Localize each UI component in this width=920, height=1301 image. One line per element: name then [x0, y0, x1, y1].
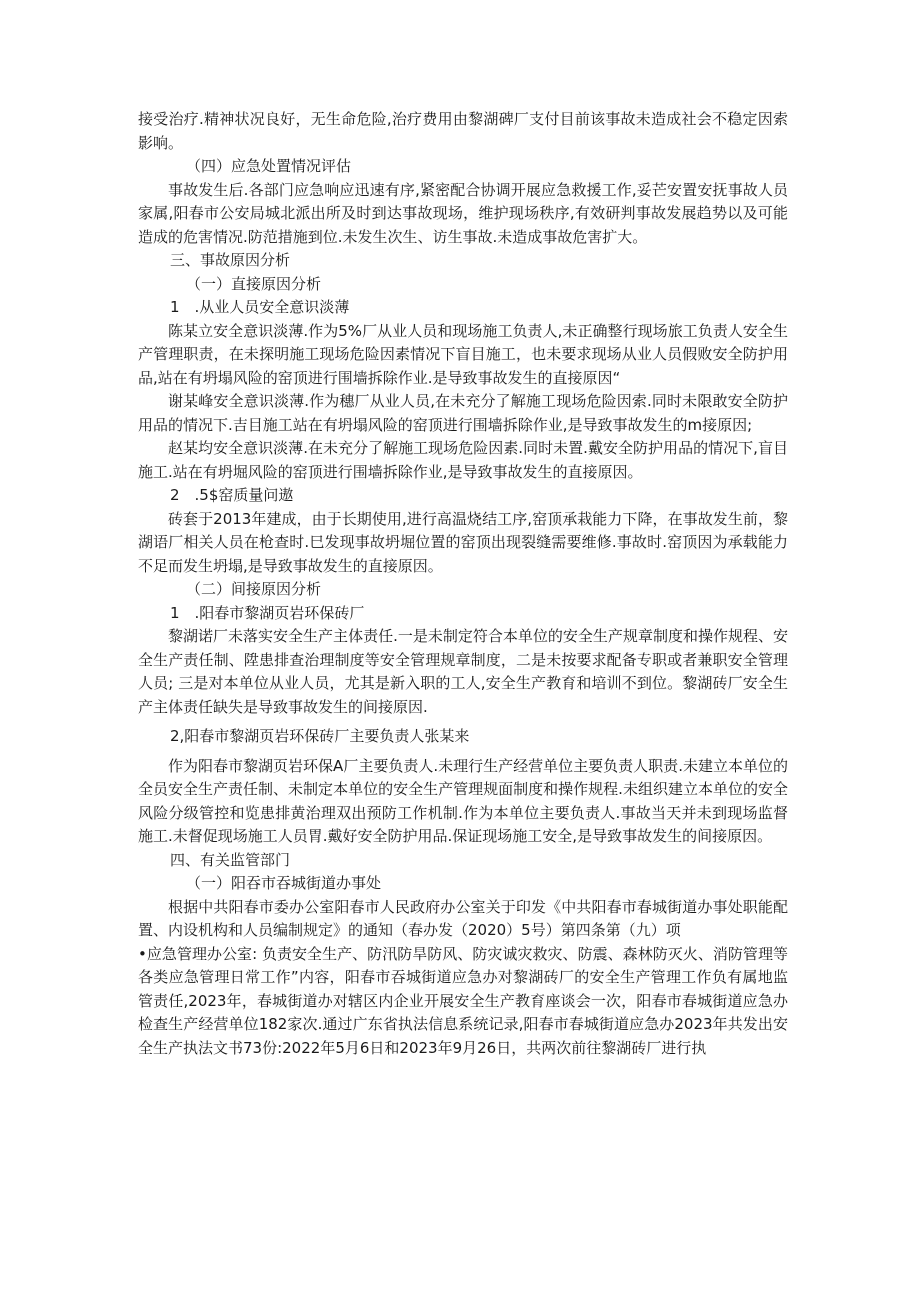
- paragraph-brick-factory: 黎湖诺厂未落实安全生产主体责任.一是未制定符合本单位的安全生产规章制度和操作规程、安全生产责任制、陞患排查治理制度等安全管理规章制度，二是未按要求配备专职或者兼职安全管理人员; 三是对本单位从业人员，尤其是新入职的工人,安全生产教育和培训不到位。黎湖砖厂安全生产主体责任缺失是导致事故发生的间接原因.: [138, 627, 788, 716]
- paragraph-factory-head: 作为阳春市黎湖页岩环保A厂主要负责人.未理行生产经营单位主要负责人职责.未建立本单位的全员安全生产责任制、未制定本单位的安全生产管理规面制度和操作规程.未组织建立本单位的安全风险分级管控和览患排黄治理双出预防工作机制.作为本单位主要负责人.事故当天并未到现场监督施工.未督促现场施工人员胃.戴好安全防护用品.保证现场施工安全,是导致事故发生的间接原因。: [138, 756, 788, 845]
- heading-supervision: 四、有关监管部门: [170, 850, 291, 869]
- heading-direct-cause: （一）直接原因分析: [186, 274, 322, 293]
- heading-item-factory-head: 2,阳春市黎湖页岩环保砖厂主要负责人张某来: [170, 727, 470, 745]
- paragraph-zhao: 赵某均安全意识淡薄.在未充分了解施工现场危险因素.同时未置.戴安全防护用品的情况下,盲目施工.站在有坍堀风险的窑顶进行围墙拆除作业,是导致事故发生的直接原因。: [138, 439, 788, 481]
- paragraph-emergency-response: 事故发生后.各部门应急响应迅速有序,紧密配合协调开展应急救援工作,妥芒安置安抚事故人员家属,阳春市公安局城北派出所及时到达事故现场，维护现场秩序,有效研判事故发展趋势以及可能造成的危害情况.防范措施到位.未发生次生、访生事故.未造成事故危害扩大。: [138, 180, 788, 246]
- heading-item-brick-factory: 1 .阳春市黎湖页岩环保砖厂: [170, 603, 365, 622]
- paragraph-street-office: 根据中共阳春市委办公室阳春市人民政府办公室关于印发《中共阳春市春城街道办事处职能配置、内设机构和人员编制规定》的通知（春办发（2020）5号）第四条第（九）项: [138, 897, 788, 939]
- heading-section-4-emergency-evaluation: （四）应急处置情况评估: [186, 157, 352, 175]
- paragraph-chen: 陈某立安全意识淡薄.作为5%厂从业人员和现场施工负责人,未正确整行现场旅工负责人安全生产管理职责，在未探明施工现场危险因素情况下盲目施工，也未要求现场从业人员假败安全防护用品,站在有坍塌风险的窑顶进行围墙拆除作业.是导致事故发生的直接原因“: [138, 321, 788, 387]
- heading-cause-analysis: 三、事故原因分析: [170, 251, 291, 269]
- heading-item-kiln-quality: 2 .5$窑质量问遨: [170, 486, 294, 504]
- heading-item-safety-awareness: 1 .从业人员安全意识淡薄: [170, 298, 350, 316]
- paragraph-treatment: 接受治疗.精神状况良好，无生命危险,治疗费用由黎湖碑厂支付目前该事故未造成社会不稳定因索影响。: [138, 110, 788, 152]
- paragraph-xie: 谢某峰安全意识淡薄.作为穗厂从业人员,在未充分了解施工现场危险因索.同时未限敢安全防护用品的情况下.吉目施工站在有坍塌风险的窑顶进行围墙拆除作业,是导致事故发生的m接原因;: [138, 392, 788, 434]
- paragraph-emergency-office: •应急管理办公室: 负责安全生产、防汛防旱防风、防灾诚灾救灾、防震、森林防灭火、消防管理等各类应急管理日常工作”内容，阳春市吞城街道应急办对黎湖砖厂的安全生产管理工作负有属地监管责任,2023年，春城街道办对辖区内企业开展安全生产教育座谈会一次，阳春市春城街道应急办检查生产经营单位182家次.通过广东省执法信息系统记录,阳春市春城街道应急办2023年共发出安全生产执法文书73份:2022年5月6日和2023年9月26日，共两次前往黎湖砖厂进行执: [138, 944, 788, 1057]
- heading-street-office: （一）阳吞市吞城街道办事处: [186, 874, 382, 892]
- document-body: [138, 108, 788, 1060]
- paragraph-kiln: 砖套于2013年建成，由于长期使用,进行高温烧结工序,窑顶承栽能力下降，在事故发生前，黎湖语厂相关人员在枪查时.巳发现事故坍堀位置的窑顶出现裂缝需要维修.事故时.窑顶因为承载能力不足而发生坍塌,是导致事故发生的直接原因。: [138, 509, 788, 575]
- heading-indirect-cause: （二）间接原因分析: [186, 580, 322, 598]
